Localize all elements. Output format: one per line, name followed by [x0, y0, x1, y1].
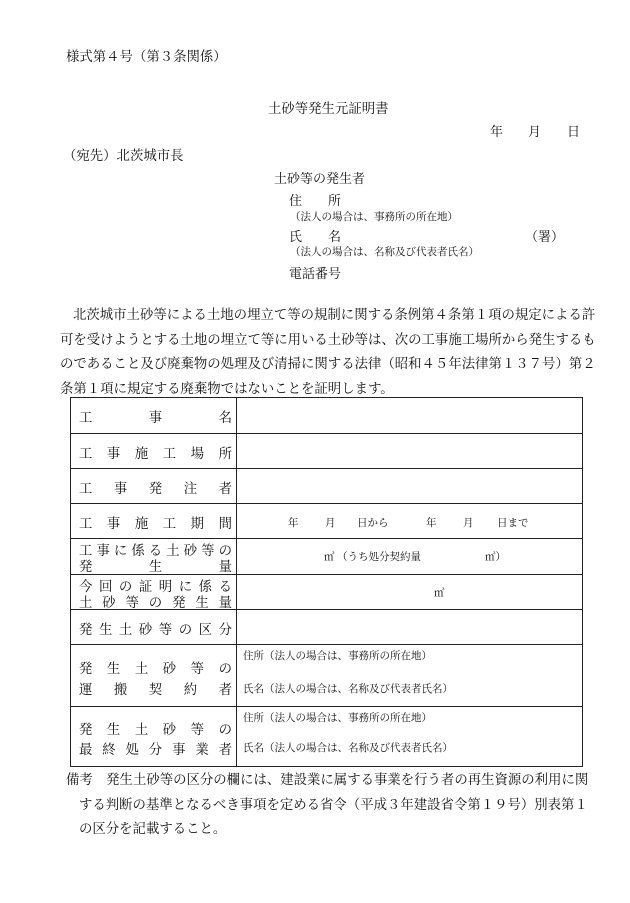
details-table: [70, 397, 583, 767]
transport-name-label: 氏名（法人の場合は、名称及び代表者氏名）: [243, 683, 453, 695]
table-row: [71, 707, 582, 766]
remarks-line: の区分を記載すること。: [79, 822, 227, 837]
row-label: 工事発注者: [71, 469, 237, 503]
table-row: [71, 539, 582, 575]
transport-address-label: 住所（法人の場合は、事務所の所在地）: [243, 650, 432, 662]
row-label: 発生土砂等の区分: [71, 610, 237, 644]
period-month-2: 月: [463, 517, 474, 529]
date-year: 年: [490, 125, 504, 140]
paragraph-line: 北茨城市土砂等による土地の埋立て等の規制に関する条例第４条第１項の規定による許: [73, 308, 596, 323]
paragraph-line: 条第１項に規定する廃棄物ではないことを証明します。: [60, 381, 394, 397]
row-label: 工事に係る土砂等の 発生量: [71, 539, 237, 574]
table-row: [71, 645, 582, 707]
row-label: 発生土砂等の 最終処分事業者: [71, 707, 237, 766]
name-label: 氏 名: [289, 230, 342, 245]
volume-field[interactable]: [237, 539, 582, 574]
address-label: 住 所: [289, 194, 342, 209]
disposal-name-label: 氏名（法人の場合は、名称及び代表者氏名）: [243, 742, 453, 754]
issuer-heading: 土砂等の発生者: [274, 172, 366, 187]
remarks: [66, 769, 588, 843]
paragraph-line: のであること及び廃棄物の処理及び清掃に関する法律（昭和４５年法律第１３７号）第２: [60, 357, 596, 372]
row-label: 発生土砂等の 運搬契約者: [71, 645, 237, 706]
site-field[interactable]: [237, 434, 582, 468]
period-field[interactable]: [237, 504, 582, 538]
table-row: [71, 575, 582, 610]
period-year-2: 年: [426, 517, 437, 529]
form-number: 様式第４号（第３条関係）: [66, 50, 227, 65]
phone-label: 電話番号: [289, 267, 342, 282]
period-from: 日から: [357, 517, 389, 529]
row-label: 工事施工期間: [71, 504, 237, 538]
remarks-line: する判断の基準となるべき事項を定める省令（平成３年建設省令第１９号）別表第１: [79, 797, 588, 813]
cert-volume-unit: ㎥: [434, 587, 445, 599]
transport-field[interactable]: [237, 645, 582, 706]
date-month: 月: [528, 125, 542, 140]
disposal-field[interactable]: [237, 707, 582, 766]
date-day: 日: [567, 125, 581, 140]
cert-volume-field[interactable]: [237, 575, 582, 609]
table-row: [71, 610, 582, 645]
category-field[interactable]: [237, 610, 582, 644]
table-row: [71, 469, 582, 504]
seal-mark: （署）: [525, 230, 565, 245]
table-row: [71, 398, 582, 434]
row-label: 工事施工場所: [71, 434, 237, 468]
addressee: （宛先）北茨城市長: [63, 149, 184, 164]
contract-volume-label: （うち処分契約量: [337, 551, 421, 563]
period-month-1: 月: [325, 517, 336, 529]
certification-paragraph: [60, 304, 596, 402]
disposal-address-label: 住所（法人の場合は、事務所の所在地）: [243, 712, 432, 724]
remarks-line: 備考 発生土砂等の区分の欄には、建設業に属する事業を行う者の再生資源の利用に関: [66, 773, 589, 788]
table-row: [71, 504, 582, 539]
paragraph-line: 可を受けようとする土地の埋立て等に用いる土砂等は、次の工事施工場所から発生するも: [60, 332, 596, 348]
row-label: 工事名: [71, 398, 237, 433]
period-year-1: 年: [288, 517, 299, 529]
document-title: 土砂等発生元証明書: [268, 102, 389, 117]
table-row: [71, 434, 582, 469]
address-note: （法人の場合は、事務所の所在地）: [290, 211, 458, 223]
row-label: 今回の証明に係る 土砂等の発生量: [71, 575, 237, 609]
contract-volume-unit: ㎥）: [485, 551, 506, 563]
period-to: 日まで: [497, 517, 529, 529]
volume-unit: ㎥: [324, 551, 335, 563]
client-field[interactable]: [237, 469, 582, 503]
construction-name-field[interactable]: [237, 398, 582, 433]
name-note: （法人の場合は、名称及び代表者氏名）: [290, 246, 479, 258]
